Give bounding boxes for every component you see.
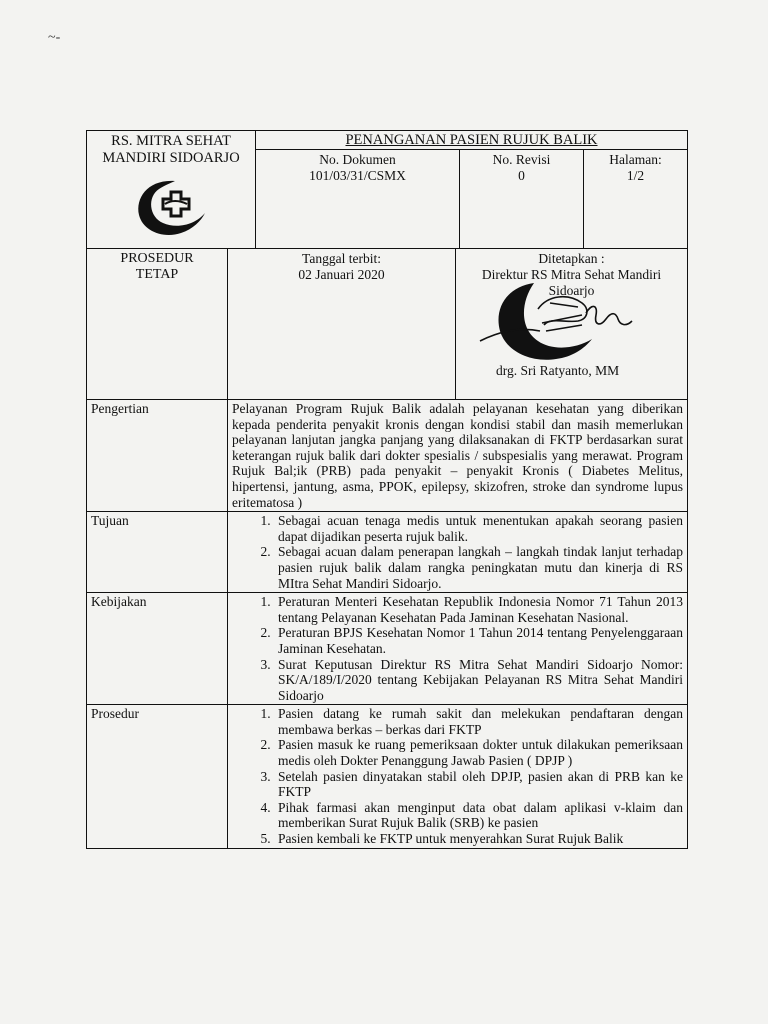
direktur-line2: Sidoarjo xyxy=(548,283,595,298)
list-item: 5. Pasien kembali ke FKTP untuk menyerahkan Surat Rujuk Balik xyxy=(274,831,683,847)
header-row xyxy=(87,131,687,249)
no-revisi-cell xyxy=(459,150,583,248)
list-item: 1. Pasien datang ke rumah sakit dan melekukan pendaftaran dengan membawa berkas – berkas dari FKTP xyxy=(274,706,683,737)
list-item: 2. Sebagai acuan dalam penerapan langkah – langkah tindak lanjut terhadap pasien rujuk balik dalam rangka peningkatan mutu dan kinerja di RS MItra Sehat Mandiri Sidoarjo. xyxy=(274,544,683,591)
document-info-cell xyxy=(255,131,687,248)
no-dokumen-value: 101/03/31/CSMX xyxy=(309,168,406,183)
list-item: 1. Sebagai acuan tenaga medis untuk menentukan apakah seorang pasien dapat dijadikan peserta rujuk balik. xyxy=(274,513,683,544)
signatory-name: drg. Sri Ratyanto, MM xyxy=(496,363,620,378)
list-item: 3. Setelah pasien dinyatakan stabil oleh DPJP, pasien akan di PRB kan ke FKTP xyxy=(274,769,683,800)
list-item: 1. Peraturan Menteri Kesehatan Republik Indonesia Nomor 71 Tahun 2013 tentang Pelayanan Kesehatan Pada Jaminan Kesehatan Nasional. xyxy=(274,594,683,625)
scan-mark: ~- xyxy=(48,30,61,45)
kebijakan-row xyxy=(87,593,687,705)
prosedur-row xyxy=(87,705,687,847)
approval-cell xyxy=(455,249,687,399)
pengertian-text: Pelayanan Program Rujuk Balik adalah pelayanan kesehatan yang diberikan kepada penderita penyakit kronis dengan kondisi stabil dan masih memerlukan pelayanan lanjutan jangka panjang yang dilaksanakan di FKTP berdasarkan surat keterangan rujuk balik dari dokter spesialis / subspesialis yang merawat. Program Rujuk Bal;ik (PRB) pada penyakit – penyakit Kronis ( Diabetes Melitus, hipertensi, jantung, asma, PPOK, epilepsy, skizofren, stroke dan syndrome lupus eritematosa ) xyxy=(227,400,687,511)
hospital-name-line1: RS. MITRA SEHAT xyxy=(111,133,231,149)
prosedur-label: Prosedur xyxy=(91,706,139,722)
kebijakan-list xyxy=(232,594,683,703)
tanggal-cell xyxy=(227,249,455,399)
list-item: 2. Pasien masuk ke ruang pemeriksaan dokter untuk dilakukan pemeriksaan medis oleh Dokter Penanggung Jawab Pasien ( DPJP ) xyxy=(274,737,683,768)
document-title: PENANGANAN PASIEN RUJUK BALIK xyxy=(345,132,598,148)
procedure-type-line1: PROSEDUR xyxy=(120,251,194,266)
tanggal-value: 02 Januari 2020 xyxy=(298,267,385,282)
ditetapkan-label: Ditetapkan : xyxy=(538,251,605,266)
list-item: 2. Peraturan BPJS Kesehatan Nomor 1 Tahun 2014 tentang Penyelenggaraan Jaminan Kesehatan. xyxy=(274,625,683,656)
direktur-line1: Direktur RS Mitra Sehat Mandiri xyxy=(481,267,662,282)
no-dokumen-label: No. Dokumen xyxy=(319,152,396,167)
tujuan-list xyxy=(232,513,683,591)
tujuan-content xyxy=(227,512,687,592)
pengertian-label: Pengertian xyxy=(91,401,149,416)
stamp-signature-icon xyxy=(476,279,666,365)
document-meta xyxy=(256,149,687,248)
procedure-type-line2: TETAP xyxy=(135,267,179,282)
halaman-cell xyxy=(583,150,687,248)
procedure-row xyxy=(87,249,687,400)
hospital-name-line2: MANDIRI SIDOARJO xyxy=(102,150,240,166)
hospital-cell xyxy=(87,131,255,247)
kebijakan-content xyxy=(227,593,687,704)
list-item: 4. Pihak farmasi akan menginput data obat dalam aplikasi v-klaim dan memberikan Surat Rujuk Balik (SRB) ke pasien xyxy=(274,800,683,831)
sop-document xyxy=(86,130,688,849)
prosedur-list xyxy=(232,706,683,846)
hospital-logo-icon xyxy=(129,175,213,239)
procedure-type-cell xyxy=(87,249,227,399)
halaman-label: Halaman: xyxy=(609,152,662,167)
tujuan-row xyxy=(87,512,687,593)
no-revisi-value: 0 xyxy=(518,168,525,183)
tujuan-label: Tujuan xyxy=(91,513,129,529)
pengertian-row xyxy=(87,400,687,512)
prosedur-content xyxy=(227,705,687,847)
tanggal-label: Tanggal terbit: xyxy=(302,251,381,266)
no-dokumen-cell xyxy=(256,150,459,248)
kebijakan-label: Kebijakan xyxy=(91,594,147,610)
halaman-value: 1/2 xyxy=(626,168,645,183)
no-revisi-label: No. Revisi xyxy=(492,152,551,167)
list-item: 3. Surat Keputusan Direktur RS Mitra Sehat Mandiri Sidoarjo Nomor: SK/A/189/I/2020 tentang Kebijakan Pelayanan RS Mitra Sehat Mandiri Sidoarjo xyxy=(274,657,683,704)
